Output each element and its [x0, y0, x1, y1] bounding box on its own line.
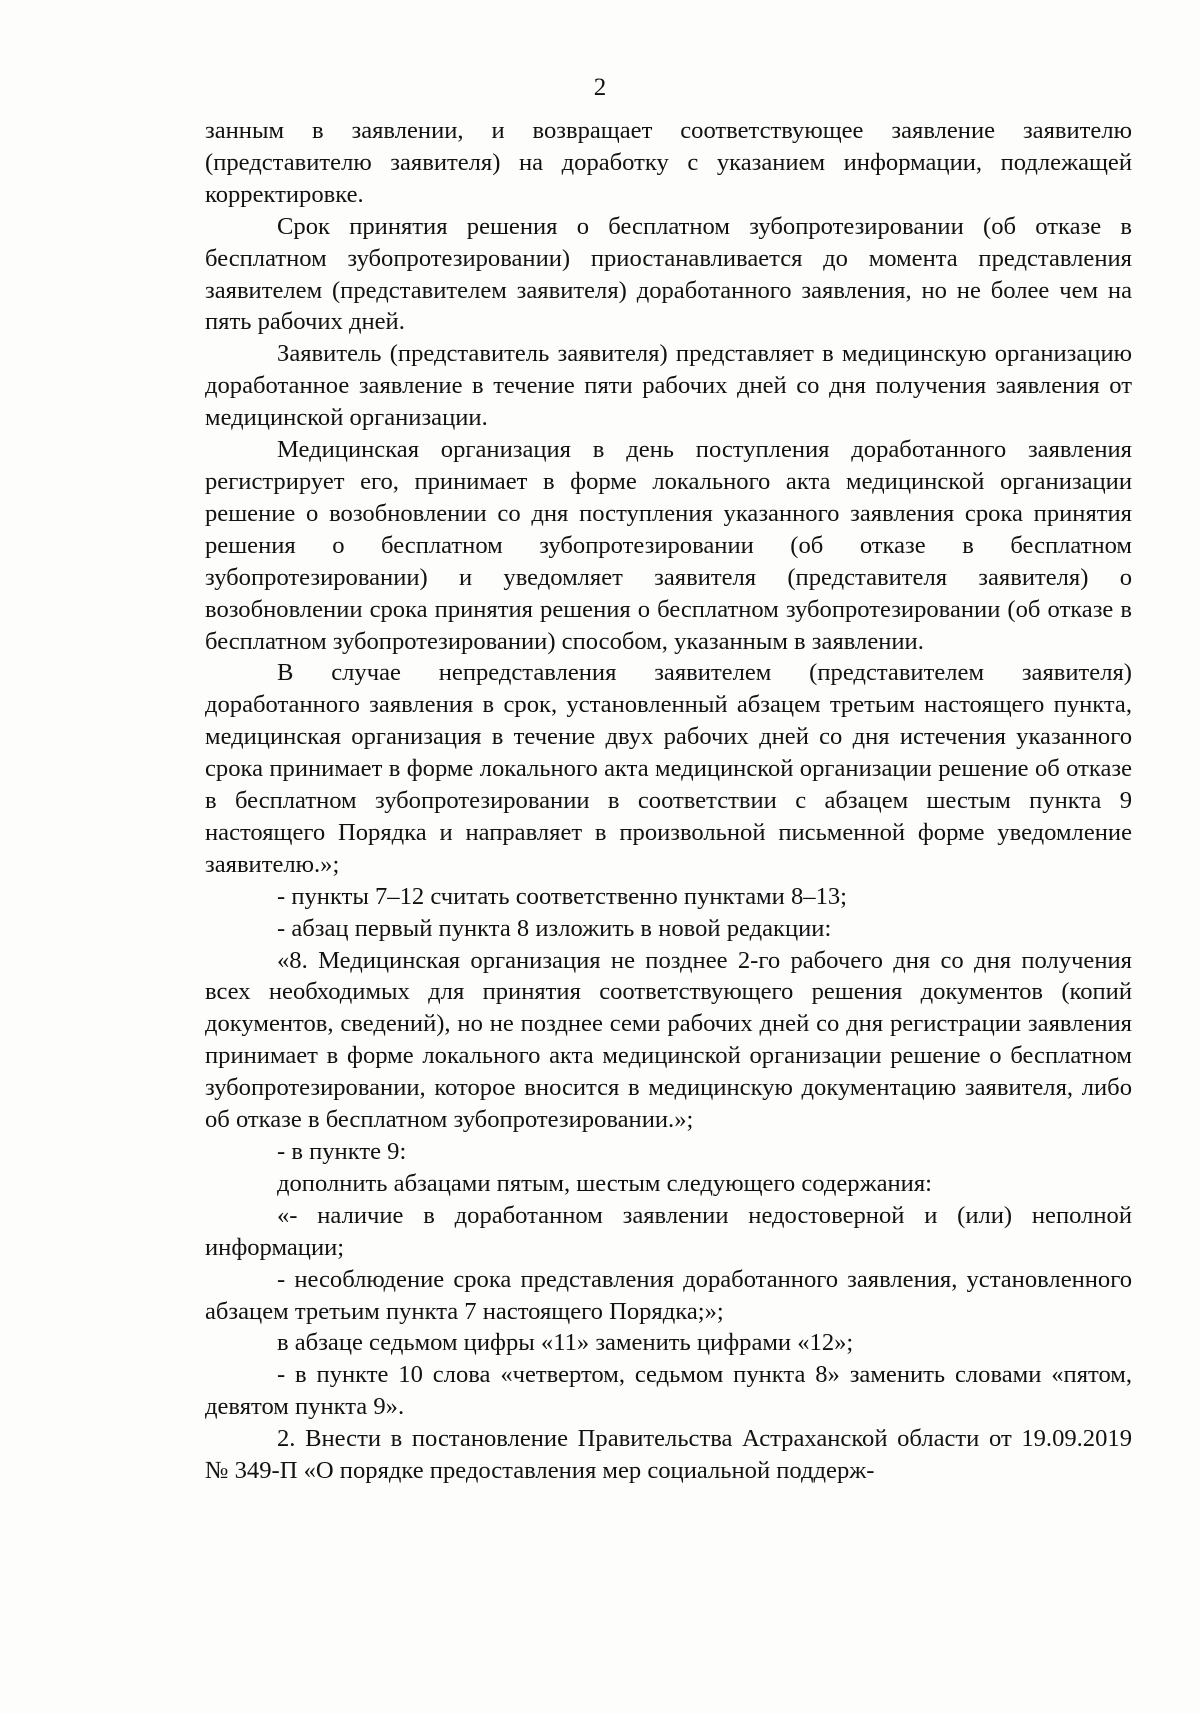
- page-number: 2: [593, 74, 607, 101]
- paragraph-applicant-resubmits: Заявитель (представитель заявителя) представляет в медицинскую организацию доработанное заявление в течение пяти рабочих дней со дня получения заявления от медицинской организации.: [205, 340, 1132, 432]
- paragraph-unreliable-info: «- наличие в доработанном заявлении недостоверной и (или) неполной информации;: [205, 1201, 1132, 1261]
- paragraph-add-subparagraphs: дополнить абзацами пятым, шестым следующего содержания:: [277, 1169, 932, 1197]
- paragraph-item2-amend: 2. Внести в постановление Правительства Астраханской области от 19.09.2019 № 349-П «О порядке предоставления мер социальной поддерж-: [205, 1425, 1132, 1485]
- paragraph-suspension-term: Срок принятия решения о бесплатном зубопротезировании (об отказе в бесплатном зубопротезировании) приостанавливается до момента представления заявителем (представителем заявителя) доработанного заявления, но не более чем на пять рабочих дней.: [205, 212, 1132, 336]
- paragraph-organization-resumes: Медицинская организация в день поступления доработанного заявления регистрирует его, принимает в форме локального акта медицинской организации решение о возобновлении со дня поступления указанного заявления срока принятия решения о бесплатном зубопротезировании (об отказе в бесплатном зубопротезировании) и уведомляет заявителя (представителя заявителя) о возобновлении срока принятия решения о бесплатном зубопротезировании (об отказе в бесплатном зубопротезировании) способом, указанным в заявлении.: [205, 436, 1132, 655]
- paragraph-item8-new-edition: - абзац первый пункта 8 изложить в новой редакции:: [277, 914, 832, 942]
- paragraph-item10-replace: - в пункте 10 слова «четвертом, седьмом пункта 8» заменить словами «пятом, девятом пункта 9».: [205, 1361, 1132, 1421]
- paragraph-renumber-items: - пункты 7–12 считать соответственно пунктами 8–13;: [277, 882, 848, 910]
- paragraph-item9: - в пункте 9:: [277, 1138, 407, 1165]
- paragraph-non-submission: В случае непредставления заявителем (представителем заявителя) доработанного заявления в срок, установленный абзацем третьим настоящего пункта, медицинская организация в течение двух рабочих дней со дня истечения указанного срока принимает в форме локального акта медицинской организации решение об отказе в бесплатном зубопротезировании в соответствии с абзацем шестым пункта 9 настоящего Порядка и направляет в произвольной письменной форме уведомление заявителю.»;: [205, 659, 1132, 878]
- paragraph-item8-text: «8. Медицинская организация не позднее 2-го рабочего дня со дня получения всех необходимых для принятия соответствующего решения документов (копий документов, сведений), но не позднее семи рабочих дней со дня регистрации заявления принимает в форме локального акта медицинской организации решение о бесплатном зубопротезировании, которое вносится в медицинскую документацию заявителя, либо об отказе в бесплатном зубопротезировании.»;: [205, 946, 1132, 1134]
- paragraph-term-violation: - несоблюдение срока представления доработанного заявления, установленного абзацем третьим пункта 7 настоящего Порядка;»;: [205, 1265, 1132, 1325]
- paragraph-replace-digits: в абзаце седьмом цифры «11» заменить цифрами «12»;: [277, 1329, 854, 1357]
- document-body: [205, 115, 1132, 1487]
- paragraph-continuation: занным в заявлении, и возвращает соответствующее заявление заявителю (представителю заявителя) на доработку с указанием информации, подлежащей корректировке.: [205, 117, 1132, 208]
